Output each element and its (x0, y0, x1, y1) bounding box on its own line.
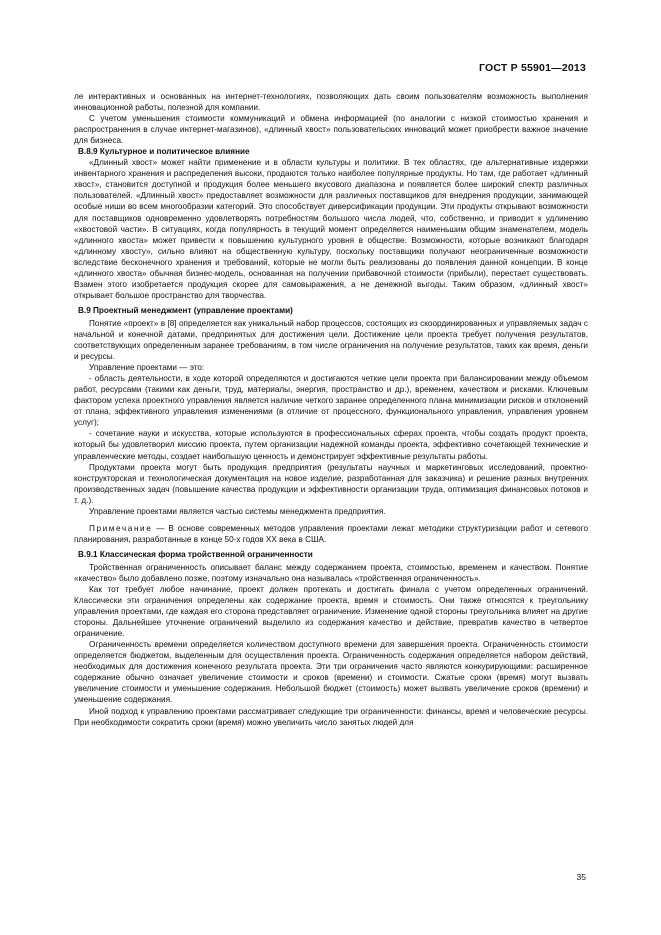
paragraph: Иной подход к управлению проектами рассматривает следующие три ограниченности: финансы, время и человеческие ресурсы. При необходимости сократить сроки (время) можно увеличить число занятых людей для (74, 706, 588, 727)
section-heading: В.9 Проектный менеджмент (управление проектами) (78, 305, 293, 315)
section-heading: В.9.1 Классическая форма тройственной ограниченности (78, 549, 313, 559)
section-heading: В.8.9 Культурное и политическое влияние (78, 147, 250, 157)
paragraph: С учетом уменьшения стоимости коммуникаций и обмена информацией (по аналогии с низкой стоимостью хранения и распространения в случае интернет-магазинов), «длинный хвост» пользовательских инноваций может приобрести важное значение для бизнеса. (74, 114, 588, 146)
note-paragraph (74, 523, 588, 545)
paragraph: Управление проектами является частью системы менеджмента предприятия. (89, 506, 386, 516)
page-number: 35 (576, 872, 586, 882)
document-body (74, 91, 588, 728)
paragraph: Понятие «проект» в [8] определяется как уникальный набор процессов, состоящих из скоординированных и управляемых задач с начальной и конечной датами, предпринятых для достижения цели. Достижение цели проекта требует получения результатов, соответствующих определенным заранее требованиям, в том числе ограничения на получение результатов, таких как время, деньги и ресурсы. (74, 318, 588, 362)
paragraph: Ограниченность времени определяется количеством доступного времени для завершения проекта. Ограниченность стоимости определяется бюджетом, выделенным для осуществления проекта. Ограниченность содержания определяется набором действий, необходимых для достижения конечного результата проекта. Эти три ограничения часто являются конкурирующими: расширенное содержание обычно означает увеличение стоимости и сроков (времени) и стоимости. Сжатые сроки (время) могут вызвать увеличение стоимости и уменьшение содержания. Небольшой бюджет (стоимость) может вызвать увеличение сроков (времени) и уменьшение содержания. (74, 640, 588, 705)
paragraph: Тройственная ограниченность описывает баланс между содержанием проекта, стоимостью, временем и качеством. Понятие «качество» было добавлено позже, поэтому изначально она называлась «тройственная ограниченность». (74, 562, 588, 583)
paragraph: ле интерактивных и основанных на интернет-технологиях, позволяющих дать своим пользователям возможность выполнения инновационной работы, полезной для компании. (74, 92, 588, 113)
paragraph: Управление проектами — это: (89, 363, 205, 373)
paragraph: - область деятельности, в ходе которой определяются и достигаются четкие цели проекта при балансировании между объемом работ, ресурсами (такими как деньги, труд, материалы, энергия, пространство и др.), временем, качеством и рисками. Ключевым фактором успеха проектного управления является наличие четкого заранее определенного плана минимизации рисков и отклонений от плана, эффективного управления изменениями (в отличие от процессного, функционального управления, управления уровнем услуг); (74, 374, 588, 428)
note-label: Примечание (89, 523, 153, 533)
paragraph: Как тот требует любое начинание, проект должен протекать и достигать финала с учетом определенных ограничений. Классически эти ограничения определены как содержание проекта, время и стоимость. Они также относятся к треугольнику управления проектами, где каждая его сторона представляет ограничение. Изменение одной стороны треугольника влияет на другие стороны. Дальнейшее уточнение ограничений выделило из содержания качество и действие, превратив качество в четвертое ограничение. (74, 585, 588, 639)
paragraph: Продуктами проекта могут быть продукция предприятия (результаты научных и маркетинговых исследований, проектно-конструкторская и технологическая документация на новое изделие, разработанная для заказчика) и решение разных внутренних производственных задач (повышение качества продукции и эффективности организации труда, оптимизация финансовых потоков и т. д.). (74, 462, 588, 505)
note-text: — В основе современных методов управления проектами лежат методики структуризации работ и сетевого планирования, разработанные в конце 50-х годов XX века в США. (74, 523, 588, 544)
paragraph: - сочетание науки и искусства, которые используются в профессиональных сферах проекта, чтобы создать продукт проекта, который бы удовлетворил миссию проекта, путем организации надежной команды проекта, эффективно сочетающей технические и управленческие методы, создает наибольшую ценность и демонстрирует эффективные результаты работы. (74, 429, 588, 461)
paragraph: «Длинный хвост» может найти применение и в области культуры и политики. В тех областях, где альтернативные издержки инвентарного хранения и распределения высоки, продаются только наиболее популярные продукты. Но там, где работает «длинный хвост», становится доступной и продукция более меньшего вкусового диапазона и появляется более широкий спектр различных пользователей. «Длинный хвост» предоставляет возможности для различных поставщиков для внедрения продукции, занимающей особые ниши во всем многообразии категорий. Это способствует диверсификации продукции. Эти продукты открывают возможности для поставщиков одновременно удовлетворять потребностям большого числа людей, что, собственно, и приводит к удлинению «хвостовой части». В ситуациях, когда популярность в текущий момент определяется наименьшим общим знаменателем, модель «длинного хвоста» может привести к повышению культурного уровня в обществе. Возможности, которые возникают благодаря «длинному хвосту», сильно влияют на общественную культуру, поскольку поставщики получают неограниченные возможности вследствие бесконечного хранения и требований, которые не могли быть реализованы до появления данной концепции. В конце «длинного хвоста» обычная бизнес-модель, основанная на получении прибавочной стоимости (прибыли), перестает существовать. Взамен этого изобретается продукция скорее для самовыражения, а не денежной выгоды. Таким образом, «длинный хвост» открывает большое пространство для творчества. (74, 158, 588, 300)
document-standard-id: ГОСТ Р 55901—2013 (478, 62, 586, 74)
